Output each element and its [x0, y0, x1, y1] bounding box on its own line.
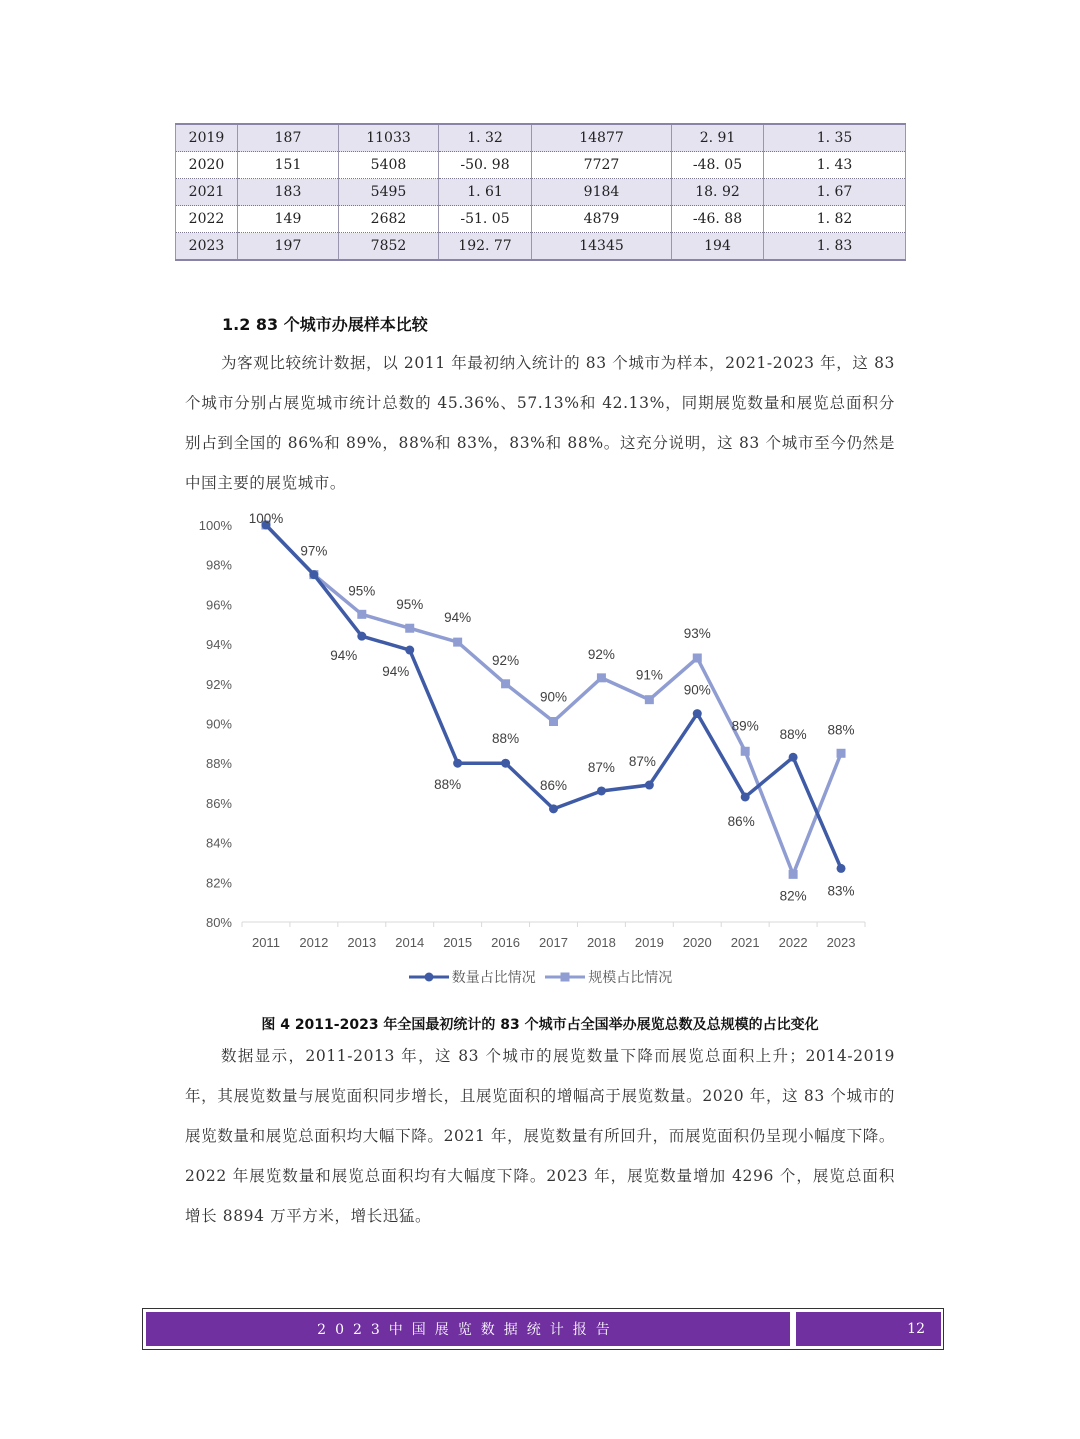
data-label: 88%: [779, 727, 807, 743]
table-cell: 11033: [339, 124, 439, 152]
y-tick-label: 86%: [205, 795, 232, 811]
data-label: 86%: [539, 777, 568, 793]
table-cell: 1. 82: [764, 206, 906, 233]
data-point: [309, 570, 318, 579]
x-tick-label: 2011: [251, 935, 280, 950]
x-tick-label: 2017: [539, 935, 568, 950]
y-tick-label: 90%: [205, 716, 232, 732]
table-cell: 4879: [532, 206, 672, 233]
x-tick-label: 2023: [826, 935, 856, 950]
table-body: [176, 124, 906, 260]
data-label: 87%: [628, 754, 656, 770]
y-tick-label: 100%: [198, 518, 232, 533]
y-tick-label: 92%: [205, 676, 232, 692]
data-point: [405, 624, 414, 633]
data-label: 82%: [779, 888, 807, 904]
table-cell: 7727: [532, 152, 672, 179]
y-tick-label: 82%: [205, 875, 232, 891]
data-label: 88%: [827, 722, 855, 738]
table-cell: 2022: [176, 206, 238, 233]
table-cell: 18. 92: [672, 179, 764, 206]
table-cell: 2020: [176, 152, 238, 179]
data-point: [597, 786, 606, 795]
x-tick-label: 2015: [443, 935, 473, 950]
figure-caption: 图 4 2011-2023 年全国最初统计的 83 个城市占全国举办展览总数及总规模的占比变化: [261, 1017, 819, 1033]
table-cell: 149: [238, 206, 339, 233]
data-labels: [249, 511, 855, 903]
x-tick-label: 2012: [299, 935, 329, 950]
table-row: [176, 233, 906, 261]
legend-square-marker-icon: [544, 971, 586, 983]
data-label: 86%: [727, 813, 755, 829]
table-row: [176, 152, 906, 179]
table-cell: 192. 77: [439, 233, 532, 261]
x-axis: [242, 922, 865, 950]
data-point: [501, 759, 510, 768]
legend-label: 规模占比情况: [588, 970, 673, 986]
page-number: 12: [796, 1312, 941, 1346]
data-point: [693, 653, 702, 662]
section-heading: 1.2 83 个城市办展样本比较: [222, 315, 428, 334]
data-point: [741, 792, 750, 801]
data-label: 83%: [827, 883, 855, 899]
data-point: [549, 804, 558, 813]
data-point: [549, 717, 558, 726]
data-point: [693, 709, 702, 718]
data-point: [453, 638, 462, 647]
x-tick-label: 2021: [730, 935, 760, 950]
data-label: 87%: [587, 759, 615, 775]
table-cell: 2682: [339, 206, 439, 233]
data-point: [837, 864, 846, 873]
table-cell: -46. 88: [672, 206, 764, 233]
data-label: 94%: [444, 610, 472, 626]
table-cell: 1. 83: [764, 233, 906, 261]
data-label: 88%: [434, 777, 462, 793]
y-tick-label: 96%: [205, 597, 232, 613]
data-label: 90%: [683, 682, 711, 698]
legend-item-count: [408, 967, 536, 987]
table-cell: 5495: [339, 179, 439, 206]
data-label: 90%: [539, 689, 568, 705]
data-label: 93%: [683, 625, 711, 641]
y-tick-label: 80%: [205, 915, 232, 930]
data-label: 88%: [492, 731, 520, 747]
x-tick-label: 2020: [682, 935, 712, 950]
table-row: [176, 179, 906, 206]
data-point: [357, 610, 366, 619]
table-cell: 1. 67: [764, 179, 906, 206]
data-point: [789, 870, 798, 879]
data-point: [501, 679, 510, 688]
y-tick-label: 84%: [205, 835, 232, 851]
data-label: 97%: [300, 543, 328, 559]
data-label: 95%: [396, 597, 424, 613]
table-cell: 151: [238, 152, 339, 179]
x-tick-label: 2013: [347, 935, 377, 950]
legend-item-scale: [544, 967, 672, 987]
data-point: [357, 632, 366, 641]
table-cell: 5408: [339, 152, 439, 179]
paragraph-intro: 为客观比较统计数据，以 2011 年最初纳入统计的 83 个城市为样本，2021-2023 年，这 83 个城市分别占展览城市统计总数的 45.36%、57.13%和 42.13%，同期展览数量和展览总面积分别占到全国的 86%和 89%，88%和 83%，83%和 88%。这充分说明，这 83 个城市至今仍然是中国主要的展览城市。: [185, 354, 895, 492]
data-label: 94%: [330, 648, 358, 664]
table-cell: -51. 05: [439, 206, 532, 233]
statistics-table: [175, 123, 906, 261]
data-point: [453, 759, 462, 768]
table-cell: 187: [238, 124, 339, 152]
data-label: 92%: [587, 646, 615, 662]
chart-legend: [0, 967, 1080, 987]
table-cell: 14345: [532, 233, 672, 261]
paragraph-analysis: 数据显示，2011-2013 年，这 83 个城市的展览数量下降而展览总面积上升；2014-2019 年，其展览数量与展览面积同步增长，且展览面积的增幅高于展览数量。2020 年，这 83 个城市的展览数量和展览总面积均大幅下降。2021 年，展览数量有所回升，而展览面积仍呈现小幅度下降。2022 年展览数量和展览总面积均有大幅度下降。2023 年，展览数量增加 4296 个，展览总面积增长 8894 万平方米，增长迅猛。: [185, 1047, 895, 1225]
table-cell: 194: [672, 233, 764, 261]
table-cell: 1. 61: [439, 179, 532, 206]
table-cell: 9184: [532, 179, 672, 206]
data-label: 94%: [382, 664, 410, 680]
data-point: [741, 747, 750, 756]
table-cell: 2. 91: [672, 124, 764, 152]
table-row: [176, 124, 906, 152]
footer-report-title: 2023中国展览数据统计报告: [146, 1312, 790, 1346]
data-label: 92%: [492, 652, 520, 668]
table-cell: 183: [238, 179, 339, 206]
x-tick-label: 2016: [491, 935, 521, 950]
page-footer: [142, 1308, 944, 1350]
data-point: [405, 646, 414, 655]
table-cell: 7852: [339, 233, 439, 261]
x-tick-label: 2018: [586, 935, 616, 950]
y-tick-label: 98%: [205, 557, 232, 573]
x-tick-label: 2022: [778, 935, 808, 950]
y-tick-label: 94%: [205, 637, 232, 653]
y-axis: [199, 518, 233, 930]
legend-label: 数量占比情况: [451, 970, 536, 986]
legend-circle-marker-icon: [408, 971, 450, 983]
data-label: 91%: [635, 667, 663, 683]
data-point: [837, 749, 846, 758]
x-tick-label: 2019: [634, 935, 664, 950]
line-chart: [185, 505, 885, 955]
x-tick-label: 2014: [395, 935, 425, 950]
table-row: [176, 206, 906, 233]
data-label: 100%: [248, 511, 284, 526]
table-cell: 1. 43: [764, 152, 906, 179]
table-cell: -48. 05: [672, 152, 764, 179]
data-label: 89%: [731, 718, 759, 734]
data-point: [645, 781, 654, 790]
data-point: [789, 753, 798, 762]
table-cell: 1. 32: [439, 124, 532, 152]
table-cell: -50. 98: [439, 152, 532, 179]
table-cell: 14877: [532, 124, 672, 152]
table-cell: 2023: [176, 233, 238, 261]
table-cell: 197: [238, 233, 339, 261]
table-cell: 2021: [176, 179, 238, 206]
y-tick-label: 88%: [205, 756, 232, 772]
data-label: 95%: [348, 583, 376, 599]
data-point: [597, 673, 606, 682]
table-cell: 1. 35: [764, 124, 906, 152]
table-cell: 2019: [176, 124, 238, 152]
data-point: [645, 695, 654, 704]
